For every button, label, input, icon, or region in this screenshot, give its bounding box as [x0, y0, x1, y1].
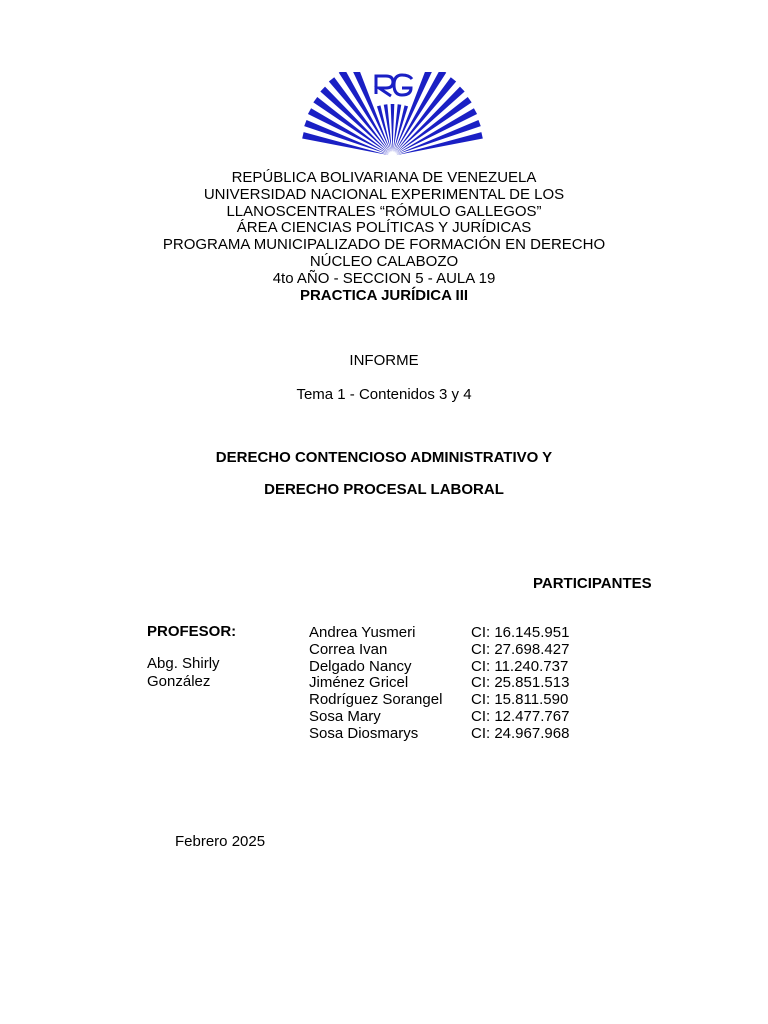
participant-ci: CI: 27.698.427: [471, 640, 570, 658]
participant-name: Andrea Yusmeri: [309, 624, 416, 641]
professor-name-line1: Abg. Shirly: [147, 655, 220, 672]
professor-name: [147, 655, 220, 691]
university-logo: [290, 72, 495, 158]
participant-name: Jiménez Gricel: [309, 674, 409, 692]
report-topic: Tema 1 - Contenidos 3 y 4: [296, 386, 472, 403]
header-line: PROGRAMA MUNICIPALIZADO DE FORMACIÓN EN DERECHO: [162, 236, 606, 254]
professor-heading: PROFESOR:: [147, 623, 237, 640]
participant-ci: CI: 15.811.590: [471, 691, 569, 709]
participant-ci: CI: 16.145.951: [471, 624, 570, 641]
participant-ci: CI: 24.967.968: [471, 724, 570, 742]
course-title: PRACTICA JURÍDICA III: [299, 286, 469, 304]
participant-name: Sosa Diosmarys: [309, 724, 419, 742]
header-line: LLANOSCENTRALES “RÓMULO GALLEGOS”: [226, 202, 542, 220]
header-line: UNIVERSIDAD NACIONAL EXPERIMENTAL DE LOS: [203, 185, 565, 203]
participant-name: Sosa Mary: [309, 707, 381, 725]
participant-ci: CI: 12.477.767: [471, 707, 570, 725]
document-date: Febrero 2025: [175, 833, 266, 850]
participant-ci: CI: 25.851.513: [471, 674, 570, 692]
professor-name-line2: González: [147, 673, 211, 690]
participant-ci: CI: 11.240.737: [471, 657, 569, 675]
report-title-line2: DERECHO PROCESAL LABORAL: [264, 481, 504, 498]
participant-name: Correa Ivan: [309, 640, 388, 658]
logo-monogram-rg: [376, 75, 412, 96]
report-label: INFORME: [349, 352, 419, 369]
participants-heading: PARTICIPANTES: [533, 575, 652, 592]
report-title-line1: DERECHO CONTENCIOSO ADMINISTRATIVO Y: [215, 449, 553, 466]
participant-name: Rodríguez Sorangel: [309, 691, 443, 709]
header-line: ÁREA CIENCIAS POLÍTICAS Y JURÍDICAS: [236, 219, 532, 237]
participant-name: Delgado Nancy: [309, 657, 412, 675]
header-line: REPÚBLICA BOLIVARIANA DE VENEZUELA: [231, 169, 537, 186]
header-line: 4to AÑO - SECCION 5 - AULA 19: [272, 269, 496, 287]
institution-header: [0, 170, 768, 304]
header-line: NÚCLEO CALABOZO: [309, 252, 459, 270]
